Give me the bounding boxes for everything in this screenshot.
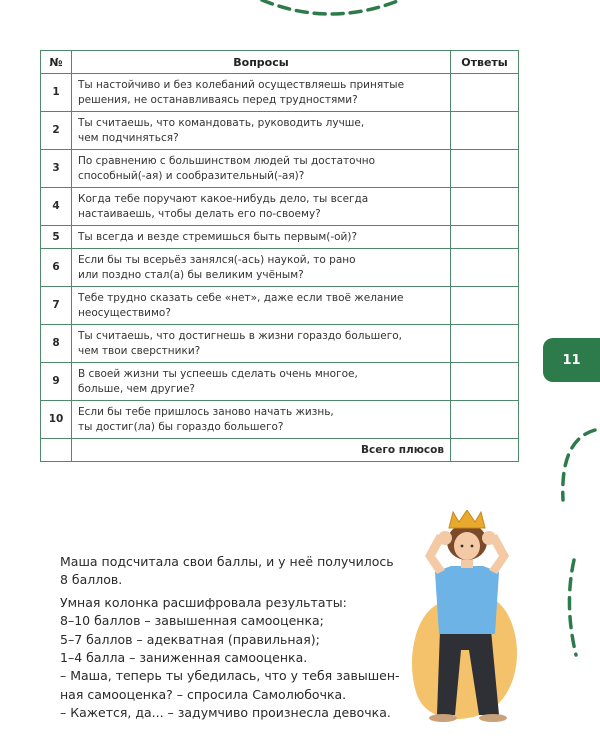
row-number: 8 (41, 325, 72, 363)
question-line: неосуществимо? (78, 306, 171, 319)
question-line: Ты считаешь, что достигнешь в жизни гораздо большего, (78, 329, 402, 342)
page-number: 11 (562, 352, 581, 368)
right-hand (482, 531, 496, 545)
table-row (41, 74, 519, 112)
story-line: 8 баллов. (60, 572, 123, 588)
total-label: Всего плюсов (72, 439, 451, 462)
dashed-arc-top (0, 0, 600, 40)
story-line: Маша подсчитала свои баллы, и у неё получилось (60, 554, 394, 569)
page-number-tab (543, 338, 600, 382)
table-row (41, 150, 519, 188)
question-cell (72, 401, 451, 439)
dashed-arc-right-lower (560, 555, 600, 665)
face (454, 532, 480, 560)
question-cell (72, 325, 451, 363)
question-line: Если бы ты всерьёз занялся(-ась) наукой, то рано (78, 253, 356, 266)
story-line: – Маша, теперь ты убедилась, что у тебя завышен- (60, 668, 400, 684)
question-line: Ты считаешь, что командовать, руководить лучше, (78, 116, 365, 129)
story-line: Умная колонка расшифровала результаты: (60, 594, 347, 610)
header-questions: Вопросы (72, 51, 451, 74)
dashed-arc-right-upper (555, 425, 600, 505)
answer-cell[interactable] (451, 325, 519, 363)
table-row (41, 188, 519, 226)
table-row (41, 363, 519, 401)
table-row (41, 112, 519, 150)
table-row (41, 401, 519, 439)
answer-cell[interactable] (451, 249, 519, 287)
question-line: способный(-ая) и сообразительный(-ая)? (78, 169, 305, 182)
row-number: 2 (41, 112, 72, 150)
right-shoe (479, 714, 507, 722)
question-cell (72, 150, 451, 188)
row-number: 3 (41, 150, 72, 188)
row-number: 9 (41, 363, 72, 401)
answer-cell[interactable] (451, 112, 519, 150)
answer-cell[interactable] (451, 188, 519, 226)
question-line: Тебе трудно сказать себе «нет», даже если твоё желание (78, 291, 404, 304)
row-number: 4 (41, 188, 72, 226)
right-eye (471, 545, 474, 548)
question-cell (72, 249, 451, 287)
answer-cell[interactable] (451, 150, 519, 188)
question-line: чем твои сверстники? (78, 344, 201, 357)
question-cell (72, 112, 451, 150)
header-number: № (41, 51, 72, 74)
story-line: 5–7 баллов – адекватная (правильная); (60, 631, 320, 647)
question-line: настаиваешь, чтобы делать его по-своему? (78, 207, 321, 220)
answer-cell[interactable] (451, 287, 519, 325)
question-line: По сравнению с большинством людей ты достаточно (78, 154, 376, 167)
total-row (41, 439, 519, 462)
question-line: решения, не останавливаясь перед трудностями? (78, 93, 358, 106)
question-line: больше, чем другие? (78, 382, 195, 395)
row-number: 7 (41, 287, 72, 325)
row-number: 1 (41, 74, 72, 112)
question-line: или поздно стал(а) бы великим учёным? (78, 268, 304, 281)
girl-with-crown-illustration (395, 510, 545, 730)
table-header-row (41, 51, 519, 74)
total-spacer (41, 439, 72, 462)
question-line: Если бы тебе пришлось заново начать жизнь, (78, 405, 334, 418)
shirt (435, 566, 499, 634)
table-row (41, 325, 519, 363)
question-line: Когда тебе поручают какое-нибудь дело, ты всегда (78, 192, 369, 205)
left-hand (438, 531, 452, 545)
answer-cell[interactable] (451, 401, 519, 439)
story-text (60, 553, 410, 723)
left-eye (461, 545, 464, 548)
questions-table (40, 50, 519, 462)
header-answers: Ответы (451, 51, 519, 74)
row-number: 10 (41, 401, 72, 439)
question-line: ты достиг(ла) бы гораздо большего? (78, 420, 284, 433)
table-row (41, 249, 519, 287)
question-line: В своей жизни ты успеешь сделать очень многое, (78, 367, 358, 380)
answer-cell[interactable] (451, 74, 519, 112)
question-cell (72, 363, 451, 401)
answer-cell[interactable] (451, 363, 519, 401)
question-line: Ты настойчиво и без колебаний осуществляешь принятые (78, 78, 405, 91)
story-line: ная самооценка? – спросила Самолюбочка. (60, 686, 347, 702)
row-number: 5 (41, 226, 72, 249)
question-line: чем подчиняться? (78, 131, 179, 144)
total-answer-cell[interactable] (451, 439, 519, 462)
story-line: 1–4 балла – заниженная самооценка. (60, 650, 308, 666)
row-number: 6 (41, 249, 72, 287)
question-line: Ты всегда и везде стремишься быть первым(-ой)? (78, 230, 358, 243)
left-shoe (429, 714, 457, 722)
question-cell (72, 287, 451, 325)
crown-icon (449, 510, 485, 528)
answer-cell[interactable] (451, 226, 519, 249)
table-row (41, 287, 519, 325)
question-cell (72, 188, 451, 226)
question-cell (72, 226, 451, 249)
table-row (41, 226, 519, 249)
story-line: – Кажется, да... – задумчиво произнесла девочка. (60, 705, 391, 721)
story-line: 8–10 баллов – завышенная самооценка; (60, 613, 324, 629)
question-cell (72, 74, 451, 112)
